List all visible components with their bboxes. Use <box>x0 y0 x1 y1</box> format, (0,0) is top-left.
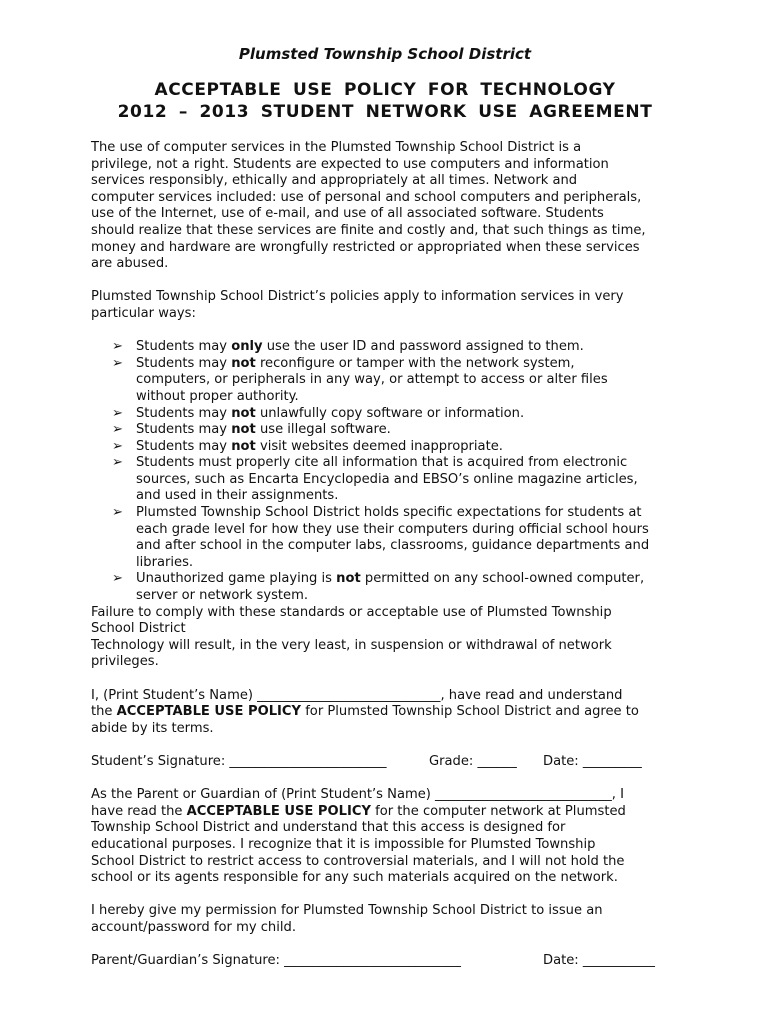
text-line: Plumsted Township School District’s policies apply to information services in very <box>91 289 624 305</box>
text-line: School District to restrict access to controversial materials, and I will not hold the <box>91 853 625 869</box>
document-body <box>91 140 691 970</box>
arrow-bullet-icon: ➢ <box>112 422 123 438</box>
arrow-bullet-icon: ➢ <box>112 355 123 371</box>
text-line: account/password for my child. <box>91 919 296 935</box>
policy-bullet-item <box>91 505 691 571</box>
bullet-text: Students must properly cite all information that is acquired from electronic <box>136 455 628 471</box>
parent-student-name-line: As the Parent or Guardian of (Print Student’s Name) ___________________________, I <box>91 787 624 803</box>
policy-name-bold: ACCEPTABLE USE POLICY <box>186 803 371 819</box>
policies-intro <box>91 289 691 322</box>
bullet-emphasis: not <box>231 438 256 454</box>
text-line: have read the ACCEPTABLE USE POLICY for the computer network at Plumsted <box>91 803 626 819</box>
grade-field: Grade: ______ <box>429 753 517 769</box>
arrow-bullet-icon: ➢ <box>112 405 123 421</box>
policy-bullet-item <box>91 571 691 604</box>
bullet-text: Students may not use illegal software. <box>136 422 391 438</box>
policy-bullet-item <box>91 439 691 456</box>
text-line: school or its agents responsible for any such materials acquired on the network. <box>91 870 618 886</box>
text-line: money and hardware are wrongfully restricted or appropriated when these services <box>91 239 640 255</box>
arrow-bullet-icon: ➢ <box>112 455 123 471</box>
bullet-text-continuation: each grade level for how they use their computers during official school hours <box>136 521 649 537</box>
text-line: I hereby give my permission for Plumsted Township School District to issue an <box>91 903 603 919</box>
failure-paragraph <box>91 605 691 671</box>
policy-bullet-item <box>91 356 691 406</box>
bullet-emphasis: not <box>231 405 256 421</box>
bullet-text-continuation: and after school in the computer labs, classrooms, guidance departments and <box>136 538 650 554</box>
text-line: The use of computer services in the Plumsted Township School District is a <box>91 140 582 155</box>
bullet-text: Students may not reconfigure or tamper with the network system, <box>136 355 575 371</box>
bullet-text-continuation: computers, or peripherals in any way, or attempt to access or alter files <box>136 372 608 388</box>
text-line: are abused. <box>91 256 169 272</box>
text-line: Township School District and understand that this access is designed for <box>91 820 566 836</box>
text-line: use of the Internet, use of e-mail, and use of all associated software. Students <box>91 206 604 222</box>
policy-bullet-item <box>91 339 691 356</box>
policy-bullet-item <box>91 455 691 505</box>
text-line: should realize that these services are finite and costly and, that such things as time, <box>91 222 646 238</box>
bullet-text-continuation: without proper authority. <box>136 388 299 404</box>
policy-bullet-list <box>91 339 691 605</box>
student-signature-field: Student’s Signature: ________________________ <box>91 753 387 769</box>
text-line: Failure to comply with these standards or acceptable use of Plumsted Township <box>91 604 612 620</box>
policy-bullet-item <box>91 406 691 423</box>
text-line: privilege, not a right. Students are expected to use computers and information <box>91 156 609 172</box>
bullet-emphasis: not <box>336 571 361 587</box>
bullet-text-continuation: libraries. <box>136 554 194 570</box>
parent-date-field: Date: ___________ <box>543 953 655 969</box>
text-line: particular ways: <box>91 305 196 321</box>
bullet-text-continuation: sources, such as Encarta Encyclopedia and EBSO’s online magazine articles, <box>136 471 638 487</box>
arrow-bullet-icon: ➢ <box>112 571 123 587</box>
bullet-text: Unauthorized game playing is not permitted on any school-owned computer, <box>136 571 645 587</box>
policy-bullet-item <box>91 422 691 439</box>
student-signature-row <box>91 754 691 771</box>
bullet-text-continuation: and used in their assignments. <box>136 488 339 504</box>
bullet-emphasis: only <box>231 339 263 355</box>
bullet-text: Students may not visit websites deemed inappropriate. <box>136 438 503 454</box>
text-line: School District <box>91 621 186 637</box>
district-heading: Plumsted Township School District <box>238 45 532 63</box>
student-acknowledgement <box>91 688 691 738</box>
text-line: computer services included: use of personal and school computers and peripherals, <box>91 189 642 205</box>
parent-signature-field: Parent/Guardian’s Signature: ___________________________ <box>91 953 461 969</box>
bullet-text: Students may only use the user ID and password assigned to them. <box>136 339 584 355</box>
text-line: Technology will result, in the very least, in suspension or withdrawal of network <box>91 637 612 653</box>
arrow-bullet-icon: ➢ <box>112 339 123 355</box>
bullet-emphasis: not <box>231 422 256 438</box>
text-line: services responsibly, ethically and appropriately at all times. Network and <box>91 173 578 189</box>
parent-signature-row <box>91 953 691 970</box>
parent-acknowledgement <box>91 787 691 887</box>
permission-paragraph <box>91 903 691 936</box>
text-line: abide by its terms. <box>91 720 214 736</box>
student-name-line: I, (Print Student’s Name) ____________________________, have read and understand <box>91 687 623 703</box>
text-line: educational purposes. I recognize that it is impossible for Plumsted Township <box>91 836 596 852</box>
text-line: the ACCEPTABLE USE POLICY for Plumsted Township School District and agree to <box>91 704 639 720</box>
policy-name-bold: ACCEPTABLE USE POLICY <box>116 704 302 720</box>
intro-paragraph <box>91 140 691 273</box>
text-line: privileges. <box>91 654 159 670</box>
agreement-title: 2012 – 2013 STUDENT NETWORK USE AGREEMENT <box>117 102 653 122</box>
bullet-text: Plumsted Township School District holds specific expectations for students at <box>136 505 642 521</box>
policy-title: ACCEPTABLE USE POLICY FOR TECHNOLOGY <box>154 80 616 100</box>
bullet-text-continuation: server or network system. <box>136 588 309 604</box>
arrow-bullet-icon: ➢ <box>112 438 123 454</box>
bullet-text: Students may not unlawfully copy software or information. <box>136 405 525 421</box>
arrow-bullet-icon: ➢ <box>112 505 123 521</box>
student-date-field: Date: _________ <box>543 753 642 769</box>
bullet-emphasis: not <box>231 355 256 371</box>
